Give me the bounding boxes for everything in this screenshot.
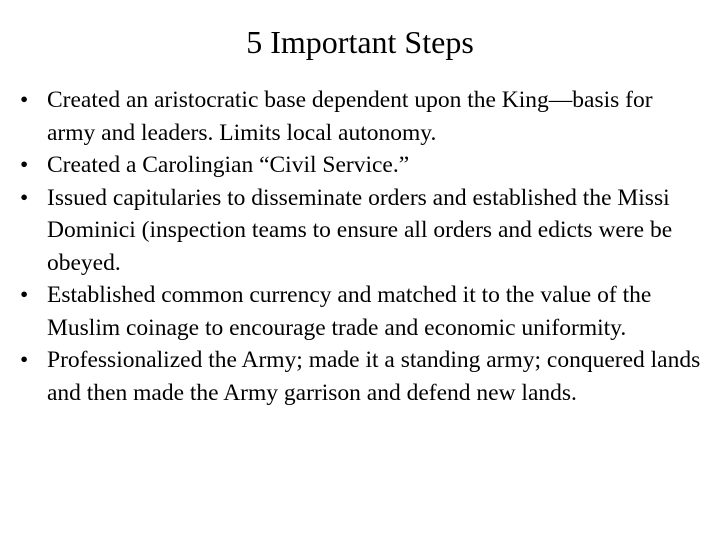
bullet-text: Established common currency and matched it to the value of the Muslim coinage to encourage trade and economic uniformity. [47,282,652,341]
bullet-dot-icon: • [20,347,29,373]
bullet-text: Professionalized the Army; made it a standing army; conquered lands and then made the Army garrison and defend new lands. [47,347,701,406]
bullet-list [20,84,706,409]
bullet-item [20,344,706,409]
bullet-dot-icon: • [20,184,29,211]
bullet-text: Created an aristocratic base dependent upon the King—basis for army and leaders. Limits local autonomy. [47,87,653,146]
bullet-text: Issued capitularies to disseminate orders and established the Missi Dominici (inspection teams to ensure all orders and edicts were be obeyed. [47,184,673,276]
bullet-item [20,182,706,280]
bullet-text: Created a Carolingian “Civil Service.” [47,152,410,178]
slide-title: 5 Important Steps [246,24,474,60]
bullet-item [20,84,706,149]
bullet-dot-icon: • [20,282,29,308]
bullet-item [20,149,706,182]
bullet-dot-icon: • [20,152,29,178]
bullet-item [20,279,706,344]
bullet-dot-icon: • [20,87,29,113]
